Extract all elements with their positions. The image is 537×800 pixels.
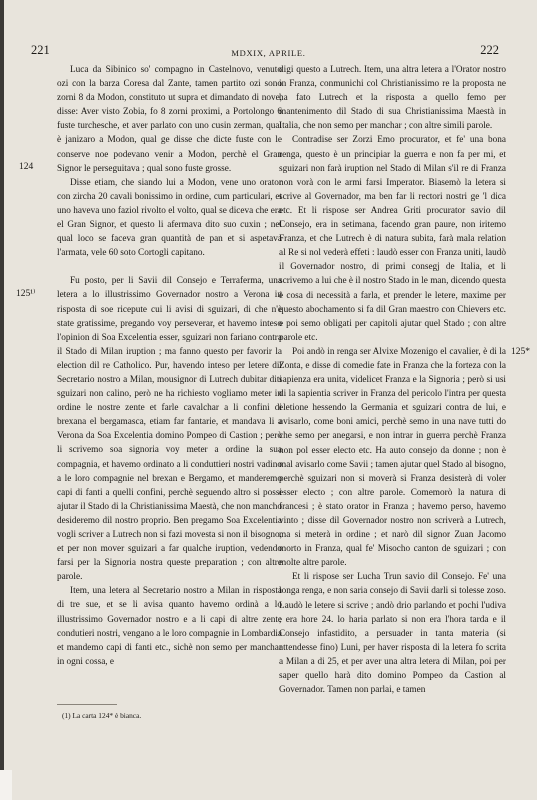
footnote-rule [57,704,117,705]
paragraph: Luca da Sibinico so' compagno in Castelnovo, venuto ozi con la barza Coresa dal Zante, tamen partito ozi sono zorni 8 da Modon, constituto ut supra et dimandato di nove, disse: Aver visto Zobia, fo 8 zorni proximi, a Portolongo 6 fuste turchesche, et aver parlato con uno cusin zerman, qual è janizaro a Modon, qual ge disse che dicte fuste con le conserve noe podevano venir a Modon, perchè el Gran Signor le perseguitava ; qual sono fuste grosse. [57,65,282,174]
margin-note-125-right: 125* [511,347,530,357]
page-number-left: 221 [31,43,50,57]
paragraph: digi questo a Lutrech. Item, una altra letera a l'Orator nostro in Franza, conmunichi col Christianissimo re la proposta ne ha fato Lutrech et la risposta a quello femo per mantenimento dil Stado di sua Christianissima Maestà in Italia, che non semo per manchar ; con altre simili parole. [279,65,506,132]
paragraph: Et li rispose ser Lucha Trun savio dil Consejo. Fe' una longa renga, e non saria consejo di Savii darli si tolesse zoso. Laudò le letere si scrive ; andò drio parlando et pochi l'udiva ; era hore 24. lo haria parlato si non era l'hora tarda e il Consejo infastidito, a persuader in tanta materia (si attendesse fino) Luni, per haver risposta di la letera fo scrita a Milan a di 25, et per aver una altra letera di Milan, poi per saper quello harà dito domino Pompeo da Castion al Governador. Tamen non parlai, e tamen [279,572,506,696]
paragraph: Item, una letera al Secretario nostro a Milan in risposta di tre sue, et se li avisa quanto havemo ordinà a lo illustrissimo Governador nostro e a li capi di altre zente condutieri nostri, vengano a le loro compagnie in Lombardia et mandemo capi di fanti etc., sichè non semo per manchar in ogni cossa, e [57,586,282,667]
running-title: MDXIX, APRILE. [231,48,306,58]
paragraph: Contradise ser Zorzi Emo procurator, et fe' una bona renga, questo è un principiar la guerra e non fa per mi, et sguizari non farà iruption nel Stado di Milan s'il re di Franza non vorà con le armi farsi Imperator. Biasemò la letera si scrive al Governador, ma ben far li rectori nostri ge 'l dica etc. Et li rispose ser Andrea Griti procurator savio dil Consejo, era in setimana, facendo gran paure, non iritemo Franza, et che Lutrech è di natura subita, farà mala relation al Re si nol vederà effeti : laudò esser con Franza uniti, laudò il Governador nostro, di primi consegj de Italia, et li scrivemo a lui che è il nostro Stado in le man, dicendo questa è cosa di necessità a farla, et prender le letere, maxime per questo abochamento si fa dil Gran maestro con Chievers etc. e poi semo obligati per capitoli ajutar quel Stado ; con altre parole etc. [279,135,506,343]
margin-note-124: 124 [19,162,34,172]
paragraph: Poi andò in renga ser Alvixe Mozenigo el cavalier, è di la Zonta, e disse di comedie fate in Franza che la forteza con la sapienza era unita, videlicet Franza e la Signoria ; però si usi di la sapientia scriver in Franza del pericolo l'intra per questa eletione hessendo la Germania et sguizari contra de lui, e avisarlo, come boni amici, perchè semo in una nave tutti do che semo per anegarsi, e non intrar in guerra perchè Franza non pol esser electo etc. Ha auto consejo da donne ; non è mal avisarlo come Savii ; tamen ajutar quel Stado al bisogno, perchè sguizari non si moverà si Franza desisterà di voler esser electo ; con altre parole. Comemorò la natura di francesi ; è stato orator in Franza ; havemo perso, havemo vinto ; disse dil Governador nostro non scriverà a Lutrech, ma si meterà in ordine ; et narò dil signor Zuan Jacomo morto in Franza, qual fe' Misocho canton de sguizari ; con molte altre parole. [279,346,506,569]
right-column [279,63,506,697]
paragraph: Fu posto, per li Savii dil Consejo e Terraferma, una letera a lo illustrissimo Governador nostro a Verona in risposta di soe ricepute cui li avisi di sguizari, di che n'è state gratissime, pregando voy perseverar, et havemo inteso l'opinion di Soa Excelentia esser, sguizari non fariano contra il Stado di Milan iruption ; ma fanno questo per favorir la election dil re Catholico. Pur, havendo inteso per letere dil Secretario nostro a Milan, mousignor di Lutrech dubitar diti sguizari non calino, però ne ha richiesto vogliamo meter in ordine le nostre zente et farle cavalchar a li confini di brexana el bergamasca, etiam far fantarie, et mandava li a Verona da Soa Excelentia domino Pompeo di Castion ; però li scrivemo soa signoria voy meter a ordine la sua compagnia, et havemo ordinato a li conduttieri nostri vadino a le loro compagnie nel brexan e Bergamo, et manderemo capi di fanti a quelli confini, perchè seguendo altro si possi ajutar il Stado di la Christianissima Maestà, che non mancho desideremo dil nostro proprio. Ben pregamo Soa Excelentia vogli scriver a Lutrech non si fazi movesta si non il bisogno, et per non mover sguizari a far qualche iruption, vedendo farsi per la Signoria nostra queste preparation ; con altre parole. [57,276,282,583]
left-column [57,63,282,669]
page-number-right: 222 [480,43,499,57]
margin-note-125-left: 125¹⁾ [16,289,36,299]
scan-corner [0,770,12,800]
scan-edge [0,0,4,800]
footnote: (1) La carta 124* è bianca. [62,711,142,720]
paragraph: Disse etiam, che siando lui a Modon, vene uno orator con zircha 20 cavali bonissimo in ordine, cum particulari, et uno haveva uno faziol rivolto el volto, qual se diceva che era el Gran Signor, et questo li afermava dito suo cuxin ; nel qual loco se faceva gran quantità de pan et si aspetava l'armata, vele 60 soto Cortogli capitano. [57,177,282,259]
